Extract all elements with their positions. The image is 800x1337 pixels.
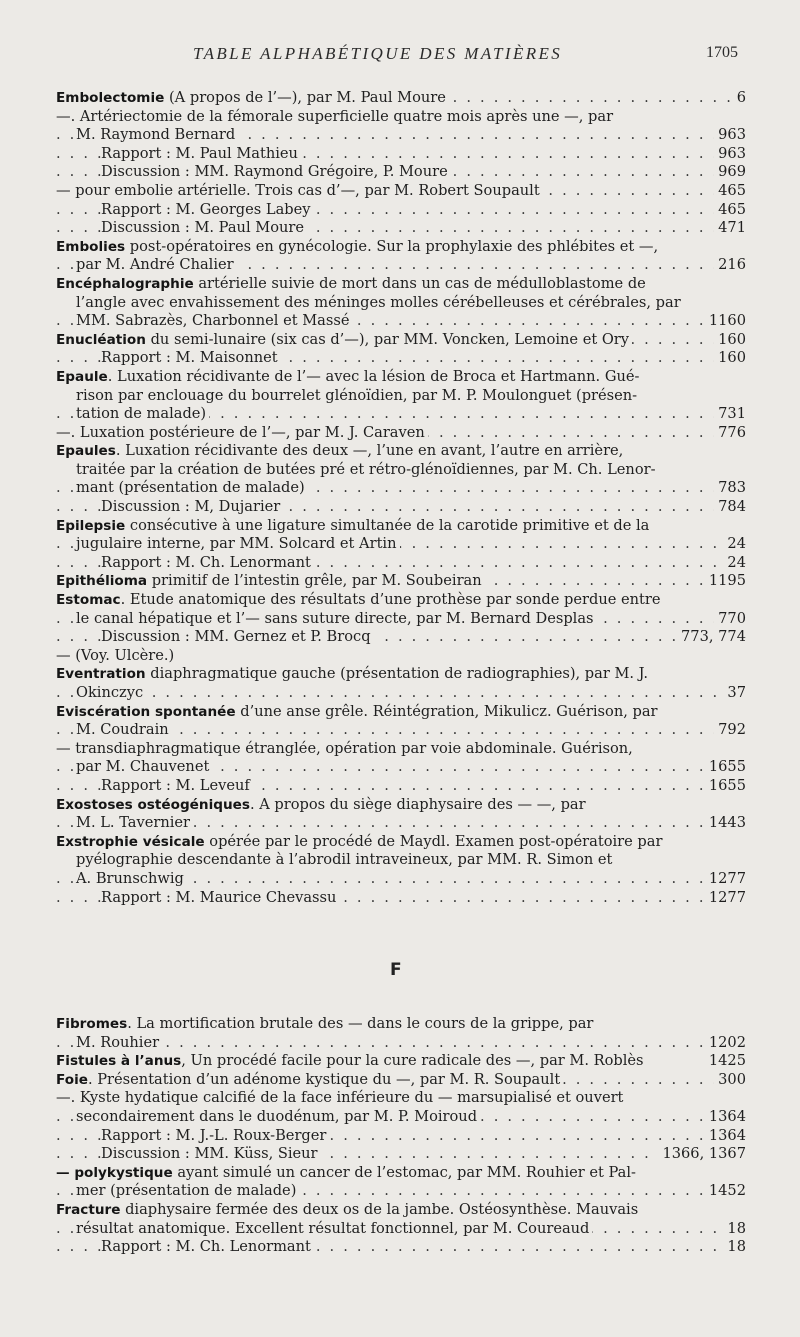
index-line bbox=[56, 1182, 746, 1201]
page-ref: 770 bbox=[714, 610, 746, 629]
entry-heading: Eviscération spontanée bbox=[56, 703, 236, 720]
entry-text: M. Rouhier bbox=[76, 1033, 160, 1051]
entry-text-group bbox=[76, 1108, 480, 1125]
entry-heading: Enucléation bbox=[56, 331, 146, 348]
entry-text-group bbox=[76, 535, 400, 552]
page-ref: 465 bbox=[714, 201, 746, 220]
entry-text-group bbox=[101, 1238, 314, 1255]
entry-text-group bbox=[56, 703, 658, 720]
page-ref: 783 bbox=[714, 479, 746, 498]
index-line bbox=[56, 684, 746, 703]
entry-heading: Epaules bbox=[56, 443, 116, 460]
entry-text: pyélographie descendante à l’abrodil intraveineux, par MM. R. Simon et bbox=[76, 851, 613, 869]
page-ref: 24 bbox=[723, 535, 746, 554]
index-line bbox=[56, 665, 746, 684]
entry-heading: Encéphalographie bbox=[56, 275, 194, 292]
index-line bbox=[56, 1201, 746, 1220]
entry-text: secondairement dans le duodénum, par M. P. Moiroud bbox=[76, 1107, 478, 1125]
entry-text: tation de malade) bbox=[76, 405, 207, 423]
index-line bbox=[56, 1238, 746, 1257]
page-ref: 37 bbox=[723, 684, 746, 703]
index-line bbox=[56, 1220, 746, 1239]
section-letter: F bbox=[390, 960, 402, 980]
index-line bbox=[56, 1071, 746, 1090]
entry-text: MM. Sabrazès, Charbonnel et Massé bbox=[76, 312, 350, 330]
entry-text-group bbox=[56, 1052, 644, 1069]
entry-text: Rapport : M. J.-L. Roux-Berger bbox=[101, 1126, 327, 1144]
index-line bbox=[56, 108, 746, 127]
index-line bbox=[56, 219, 746, 238]
entry-text: Okinczyc bbox=[76, 684, 144, 701]
entry-text: . Présentation d’un adénome kystique du —, par M. R. Soupault bbox=[87, 1070, 561, 1088]
entry-text: Rapport : M. Maurice Chevassu bbox=[101, 888, 337, 906]
index-section-f bbox=[56, 1015, 746, 1257]
entry-text: — (Voy. Ulcère.) bbox=[56, 646, 175, 664]
index-line bbox=[56, 1164, 746, 1183]
index-line bbox=[56, 461, 746, 480]
page-header bbox=[0, 44, 800, 66]
page-ref: 773, 774 bbox=[677, 628, 746, 647]
index-line bbox=[56, 740, 746, 759]
page-ref: 1364 bbox=[705, 1127, 746, 1146]
entry-text: — pour embolie artérielle. Trois cas d’—, par M. Robert Soupault bbox=[56, 181, 540, 199]
entry-text: Rapport : M. Paul Mathieu bbox=[101, 144, 298, 162]
entry-text-group bbox=[101, 889, 339, 906]
entry-text-group bbox=[76, 256, 237, 273]
index-line bbox=[56, 442, 746, 461]
entry-text-group bbox=[76, 312, 352, 329]
entry-text-group bbox=[76, 684, 146, 701]
entry-text: Discussion : M. Paul Moure bbox=[101, 219, 304, 237]
entry-text-group bbox=[56, 368, 639, 385]
entry-text: A. Brunschwig bbox=[76, 869, 184, 887]
index-line bbox=[56, 591, 746, 610]
index-line bbox=[56, 703, 746, 722]
entry-text-group bbox=[56, 1015, 593, 1032]
index-line bbox=[56, 1034, 746, 1053]
page-ref: 792 bbox=[714, 721, 746, 740]
entry-text: jugulaire interne, par MM. Solcard et Artin bbox=[76, 535, 397, 553]
index-line bbox=[56, 498, 746, 517]
page-ref: 216 bbox=[714, 256, 746, 275]
entry-text: traitée par la création de butées pré et rétro-glénoïdiennes, par M. Ch. Lenor- bbox=[76, 460, 656, 478]
index-line bbox=[56, 275, 746, 294]
entry-text: mant (présentation de malade) bbox=[76, 479, 305, 497]
index-line bbox=[56, 517, 746, 536]
entry-text: —. Kyste hydatique calcifié de la face inférieure du — marsupialisé et ouvert bbox=[56, 1089, 624, 1107]
page-ref: 160 bbox=[714, 331, 746, 350]
entry-heading: Epaule bbox=[56, 368, 108, 385]
index-line bbox=[56, 777, 746, 796]
entry-text-group bbox=[101, 777, 253, 794]
index-line bbox=[56, 628, 746, 647]
entry-text: —. Luxation postérieure de l’—, par M. J. Caraven bbox=[56, 423, 425, 441]
index-line bbox=[56, 479, 746, 498]
index-line bbox=[56, 238, 746, 257]
index-line bbox=[56, 833, 746, 852]
index-line bbox=[56, 126, 746, 145]
page-ref: 731 bbox=[714, 405, 746, 424]
entry-text-group bbox=[56, 796, 586, 813]
page-ref: 1425 bbox=[705, 1052, 746, 1071]
entry-text-group bbox=[76, 1220, 592, 1237]
entry-text-group bbox=[56, 517, 649, 534]
page-ref: 471 bbox=[714, 219, 746, 238]
entry-heading: Estomac bbox=[56, 592, 121, 609]
page-ref: 1195 bbox=[705, 572, 746, 591]
entry-text-group bbox=[56, 424, 428, 441]
entry-heading: Epilepsie bbox=[56, 517, 126, 534]
entry-text: consécutive à une ligature simultanée de la carotide primitive et de la bbox=[125, 516, 650, 534]
page-ref: 963 bbox=[714, 126, 746, 145]
page-ref: 1364 bbox=[705, 1108, 746, 1127]
entry-text-group bbox=[56, 275, 646, 292]
entry-heading: Eventration bbox=[56, 666, 146, 683]
entry-text-group bbox=[56, 1071, 563, 1088]
index-line bbox=[56, 554, 746, 573]
entry-text-group bbox=[101, 1145, 321, 1162]
entry-text: par M. Chauvenet bbox=[76, 758, 210, 776]
page-ref: 1452 bbox=[705, 1182, 746, 1201]
index-line bbox=[56, 721, 746, 740]
entry-text: le canal hépatique et l’— sans suture directe, par M. Bernard Desplas bbox=[76, 609, 594, 627]
index-line bbox=[56, 387, 746, 406]
index-line bbox=[56, 294, 746, 313]
entry-text: Rapport : M. Leveuf bbox=[101, 776, 250, 794]
page-ref: 465 bbox=[714, 182, 746, 201]
entry-text-group bbox=[56, 1164, 636, 1181]
entry-text-group bbox=[101, 163, 451, 180]
entry-text-group bbox=[56, 331, 632, 348]
page-ref: 963 bbox=[714, 145, 746, 164]
index-line bbox=[56, 758, 746, 777]
index-line bbox=[56, 424, 746, 443]
entry-heading: Foie bbox=[56, 1071, 88, 1088]
entry-text-group bbox=[56, 89, 449, 106]
entry-text-group bbox=[56, 182, 543, 199]
page-ref: 1443 bbox=[705, 814, 746, 833]
entry-text: d’une anse grêle. Réintégration, Mikulicz. Guérison, par bbox=[235, 702, 658, 720]
index-line bbox=[56, 182, 746, 201]
index-line bbox=[56, 610, 746, 629]
index-line bbox=[56, 535, 746, 554]
entry-text-group bbox=[101, 219, 307, 236]
index-line bbox=[56, 163, 746, 182]
entry-text: —. Artériectomie de la fémorale superficielle quatre mois après une —, par bbox=[56, 107, 614, 125]
index-line bbox=[56, 1108, 746, 1127]
entry-text-group bbox=[56, 647, 174, 664]
entry-text-group bbox=[101, 349, 281, 366]
index-line bbox=[56, 647, 746, 666]
entry-text-group bbox=[101, 628, 374, 645]
entry-text-group bbox=[76, 721, 172, 738]
entry-text: Discussion : MM. Küss, Sieur bbox=[101, 1145, 318, 1163]
page-ref: 1277 bbox=[705, 889, 746, 908]
entry-heading: Exstrophie vésicale bbox=[56, 833, 205, 850]
page-ref: 969 bbox=[714, 163, 746, 182]
entry-text: diaphysaire fermée des deux os de la jambe. Ostéosynthèse. Mauvais bbox=[120, 1200, 639, 1218]
page-ref: 1277 bbox=[705, 870, 746, 889]
page-ref: 18 bbox=[723, 1238, 746, 1257]
page-ref: 1160 bbox=[705, 312, 746, 331]
entry-text-group bbox=[56, 238, 658, 255]
entry-text: rison par enclouage du bourrelet glénoïdien, par M. P. Moulonguet (présen- bbox=[76, 386, 638, 404]
index-line bbox=[56, 256, 746, 275]
index-line bbox=[56, 331, 746, 350]
entry-text: . A propos du siège diaphysaire des — —, par bbox=[249, 795, 586, 813]
index-line bbox=[56, 851, 746, 870]
page-ref: 24 bbox=[723, 554, 746, 573]
entry-text: post-opératoires en gynécologie. Sur la prophylaxie des phlébites et —, bbox=[125, 237, 659, 255]
index-line bbox=[56, 349, 746, 368]
page-ref: 300 bbox=[714, 1071, 746, 1090]
entry-text: Rapport : M. Maisonnet bbox=[101, 349, 278, 367]
entry-text-group bbox=[56, 740, 633, 757]
index-line bbox=[56, 572, 746, 591]
running-title: TABLE ALPHABÉTIQUE DES MATIÈRES bbox=[193, 44, 563, 63]
index-line bbox=[56, 814, 746, 833]
index-section-e bbox=[56, 89, 746, 907]
index-line bbox=[56, 889, 746, 908]
page-ref: 784 bbox=[714, 498, 746, 517]
entry-text-group bbox=[76, 294, 681, 311]
entry-text: Rapport : M. Georges Labey bbox=[101, 200, 311, 218]
entry-text-group bbox=[76, 610, 597, 627]
entry-text-group bbox=[76, 870, 187, 887]
entry-text-group bbox=[56, 665, 648, 682]
entry-text: opérée par le procédé de Maydl. Examen post-opératoire par bbox=[204, 832, 663, 850]
entry-heading: Epithélioma bbox=[56, 573, 148, 590]
entry-text: artérielle suivie de mort dans un cas de médulloblastome de bbox=[193, 274, 646, 292]
entry-text: . Luxation récidivante de l’— avec la lésion de Broca et Hartmann. Gué- bbox=[107, 367, 640, 385]
entry-text-group bbox=[101, 1127, 329, 1144]
index-line bbox=[56, 796, 746, 815]
entry-heading: Fistules à l’anus bbox=[56, 1053, 182, 1070]
entry-text-group bbox=[76, 126, 238, 143]
entry-text: (A propos de l’—), par M. Paul Moure bbox=[164, 89, 446, 106]
entry-text-group bbox=[76, 461, 656, 478]
entry-text: Discussion : MM. Raymond Grégoire, P. Moure bbox=[101, 163, 448, 181]
entry-text-group bbox=[76, 1034, 162, 1051]
entry-text-group bbox=[56, 1089, 623, 1106]
entry-text-group bbox=[76, 814, 193, 831]
entry-text: Discussion : MM. Gernez et P. Brocq bbox=[101, 628, 371, 646]
entry-text: primitif de l’intestin grêle, par M. Soubeiran bbox=[147, 572, 482, 590]
entry-text: l’angle avec envahissement des méninges molles cérébelleuses et cérébrales, par bbox=[76, 293, 681, 311]
index-line bbox=[56, 1089, 746, 1108]
entry-text-group bbox=[101, 145, 301, 162]
page-ref: 1202 bbox=[705, 1034, 746, 1053]
index-line bbox=[56, 405, 746, 424]
page-ref: 776 bbox=[714, 424, 746, 443]
entry-text-group bbox=[76, 405, 209, 422]
page-ref: 6 bbox=[733, 89, 746, 108]
entry-text: — transdiaphragmatique étranglée, opération par voie abdominale. Guérison, bbox=[56, 739, 633, 757]
index-line bbox=[56, 312, 746, 331]
entry-text: par M. André Chalier bbox=[76, 256, 234, 274]
entry-text: M. Coudrain bbox=[76, 721, 169, 739]
entry-text: du semi-lunaire (six cas d’—), par MM. Voncken, Lemoine et Ory bbox=[145, 330, 630, 348]
entry-text-group bbox=[76, 758, 212, 775]
index-line bbox=[56, 89, 746, 108]
entry-text-group bbox=[101, 554, 314, 571]
entry-text-group bbox=[56, 108, 613, 125]
entry-text: Rapport : M. Ch. Lenormant bbox=[101, 1238, 311, 1256]
entry-text-group bbox=[56, 591, 661, 608]
entry-text: . Etude anatomique des résultats d’une prothèse par sonde perdue entre bbox=[120, 591, 661, 609]
index-line bbox=[56, 1145, 746, 1164]
entry-text-group bbox=[56, 833, 662, 850]
entry-text: M. Raymond Bernard bbox=[76, 126, 236, 144]
entry-text: diaphragmatique gauche (présentation de radiographies), par M. J. bbox=[145, 665, 649, 683]
entry-heading: Embolectomie bbox=[56, 90, 165, 106]
entry-text: , Un procédé facile pour la cure radicale des —, par M. Roblès bbox=[181, 1052, 644, 1070]
entry-text-group bbox=[76, 1182, 299, 1199]
entry-text: M. L. Tavernier bbox=[76, 814, 191, 832]
entry-heading: Fracture bbox=[56, 1201, 121, 1218]
entry-text: Discussion : M, Dujarier bbox=[101, 498, 281, 516]
entry-heading: — polykystique bbox=[56, 1164, 173, 1181]
entry-text: mer (présentation de malade) bbox=[76, 1182, 297, 1200]
page-ref: 160 bbox=[714, 349, 746, 368]
page-ref: 1655 bbox=[705, 777, 746, 796]
page-ref: 1655 bbox=[705, 758, 746, 777]
entry-text: résultat anatomique. Excellent résultat fonctionnel, par M. Coureaud bbox=[76, 1219, 590, 1237]
page-number: 1705 bbox=[706, 44, 738, 61]
entry-text: ayant simulé un cancer de l’estomac, par MM. Rouhier et Pal- bbox=[172, 1163, 636, 1181]
index-line bbox=[56, 145, 746, 164]
index-line bbox=[56, 1015, 746, 1034]
page-ref: 18 bbox=[723, 1220, 746, 1239]
entry-text-group bbox=[101, 201, 314, 218]
entry-heading: Fibromes bbox=[56, 1016, 128, 1032]
entry-text-group bbox=[56, 1201, 638, 1218]
index-line bbox=[56, 368, 746, 387]
entry-text-group bbox=[76, 387, 637, 404]
index-line bbox=[56, 870, 746, 889]
entry-text-group bbox=[56, 442, 623, 459]
entry-text-group bbox=[76, 479, 308, 496]
entry-text: Rapport : M. Ch. Lenormant bbox=[101, 553, 311, 571]
page-ref: 1366, 1367 bbox=[658, 1145, 746, 1164]
entry-text: . La mortification brutale des — dans le cours de la grippe, par bbox=[127, 1015, 594, 1032]
entry-text: . Luxation récidivante des deux —, l’une en avant, l’autre en arrière, bbox=[115, 442, 624, 460]
index-line bbox=[56, 1127, 746, 1146]
entry-heading: Exostoses ostéogéniques bbox=[56, 796, 250, 813]
index-line bbox=[56, 1052, 746, 1071]
entry-text-group bbox=[56, 572, 485, 589]
entry-text-group bbox=[76, 851, 612, 868]
index-line bbox=[56, 201, 746, 220]
entry-text-group bbox=[101, 498, 283, 515]
entry-heading: Embolies bbox=[56, 238, 126, 255]
